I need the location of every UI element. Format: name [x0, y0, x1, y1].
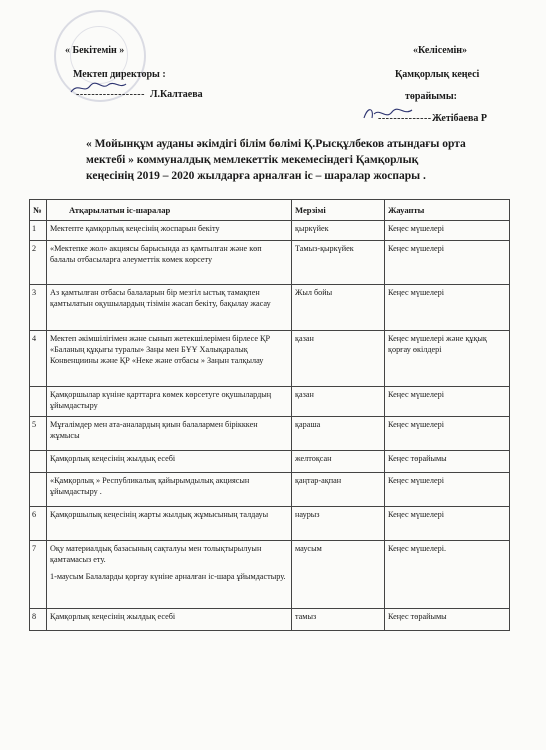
row-event: «Мектепке жол» акциясы барысында аз қамтылған және көп балалы отбасыларға әлеуметтік көмек көрсету [47, 241, 292, 285]
row-event: Қамқорлық кеңесінің жылдық есебі [47, 451, 292, 473]
row-num: 2 [30, 241, 47, 285]
agreed-signature-line: -------------- [378, 113, 432, 124]
row-responsible: Кеңес мүшелері [385, 241, 510, 285]
row-responsible: Кеңес мүшелері және құқық қорғау өкілдері [385, 331, 510, 387]
row-event: Оқу материалдық базасының сақталуы мен толықтырылуын қамтамасыз ету. [50, 544, 262, 564]
row-event-cell [47, 541, 292, 609]
row-responsible: Кеңес төрайымы [385, 609, 510, 631]
approved-role: Мектеп директоры : [73, 69, 166, 80]
row-num: 8 [30, 609, 47, 631]
row-responsible: Кеңес мүшелері [385, 221, 510, 241]
table-row [30, 331, 510, 387]
table-row [30, 473, 510, 507]
row-event: Қамқоршылық кеңесінің жарты жылдық жұмысының талдауы [47, 507, 292, 541]
row-num [30, 451, 47, 473]
row-responsible: Кеңес мүшелері [385, 285, 510, 331]
plan-table [29, 199, 510, 631]
agreed-label: «Келісемін» [413, 45, 468, 56]
row-term: Тамыз-қыркүйек [292, 241, 385, 285]
row-term: қыркүйек [292, 221, 385, 241]
row-responsible: Кеңес төрайымы [385, 451, 510, 473]
row-responsible: Кеңес мүшелері [385, 417, 510, 451]
row-responsible: Кеңес мүшелері [385, 387, 510, 417]
row-event: Мектепте қамқорлық кеңесінің жоспарын бекіту [47, 221, 292, 241]
row-term: қаңтар-ақпан [292, 473, 385, 507]
row-term: қазан [292, 331, 385, 387]
title-line-1: « Мойынқұм ауданы әкімдігі білім бөлімі Қ.Рысқұлбеков атындағы орта [86, 138, 466, 150]
table-header-row [30, 200, 510, 221]
title-line-2: мектебі » коммуналдық мемлекеттік мекемесіндегі Қамқорлық [86, 154, 419, 166]
approved-label: « Бекітемін » [65, 45, 125, 56]
table-row [30, 417, 510, 451]
row-event-sub: 1-маусым Балаларды қорғау күніне арналған іс-шара ұйымдастыру. [50, 572, 286, 581]
row-event: Қамқоршылар күніне қарттарға көмек көрсетуге оқушылардың ұйымдастыру [47, 387, 292, 417]
table-row [30, 285, 510, 331]
table-row [30, 609, 510, 631]
row-term: тамыз [292, 609, 385, 631]
row-event: Қамқорлық кеңесінің жылдық есебі [47, 609, 292, 631]
table-row [30, 387, 510, 417]
agreed-name: Жетібаева Р [432, 113, 487, 124]
row-num: 5 [30, 417, 47, 451]
row-term: қараша [292, 417, 385, 451]
row-event: Мұғалімдер мен ата-аналардың қиын балалармен бірікккен жұмысы [47, 417, 292, 451]
agreed-role-line2: төрайымы: [405, 91, 457, 102]
row-responsible: Кеңес мүшелері [385, 473, 510, 507]
header-event: Атқарылатын іс-шаралар [47, 200, 292, 221]
agreed-role: Қамқорлық кеңесі [395, 69, 480, 80]
row-event: Аз қамтылған отбасы балаларын бір мезгіл ыстық тамақпен қамтылатын оқушылардың тізімін жасап бекіту, бақылау жасау [47, 285, 292, 331]
row-num [30, 387, 47, 417]
header-responsible: Жауапты [385, 200, 510, 221]
table-row [30, 541, 510, 609]
row-term: наурыз [292, 507, 385, 541]
approved-signature-line: ------------------ [76, 89, 145, 100]
approved-name: Л.Калтаева [150, 89, 203, 100]
row-num: 4 [30, 331, 47, 387]
row-num: 3 [30, 285, 47, 331]
row-event: Мектеп әкімшілігімен және сынып жетекшілерімен бірлесе ҚР «Баланың құқығы туралы» Заңы мен БҰҰ Халықаралық Конвенциины және ҚР «Неке және отбасы » Заңын талқылау [47, 331, 292, 387]
header-term: Мерзімі [292, 200, 385, 221]
row-event: «Қамқорлық » Республикалық қайырымдылық акциясын ұйымдастыру . [47, 473, 292, 507]
row-num [30, 473, 47, 507]
table-row [30, 241, 510, 285]
header-num: № [30, 200, 47, 221]
table-row [30, 451, 510, 473]
row-term: Жыл бойы [292, 285, 385, 331]
approved-signature [68, 80, 128, 96]
row-term: желтоқсан [292, 451, 385, 473]
row-term: маусым [292, 541, 385, 609]
title-line-3: кеңесінің 2019 – 2020 жылдарға арналған іс – шаралар жоспары . [86, 170, 426, 182]
row-responsible: Кеңес мүшелері [385, 507, 510, 541]
table-row [30, 507, 510, 541]
row-term: қазан [292, 387, 385, 417]
row-responsible: Кеңес мүшелері. [385, 541, 510, 609]
table-row [30, 221, 510, 241]
row-num: 6 [30, 507, 47, 541]
document-title [86, 136, 526, 184]
row-num: 7 [30, 541, 47, 609]
row-num: 1 [30, 221, 47, 241]
